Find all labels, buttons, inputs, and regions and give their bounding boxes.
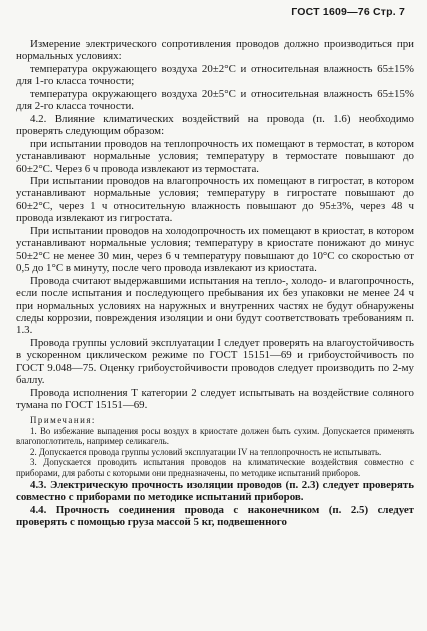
paragraph-group-i: Провода группы условий эксплуатации I следует проверять на влагоустойчивость в ускоренном циклическом режиме по ГОСТ 15151—69 и грибоустойчивость по ГОСТ 9.048—75. Оценку грибоустойчивости проводов следует производить по 2-му баллу. bbox=[16, 336, 414, 387]
notes-block bbox=[16, 415, 414, 478]
paragraph-4-4: 4.4. Прочность соединения провода с наконечником (п. 2.5) следует проверять с помощью груза массой 5 кг, подвешенного bbox=[16, 503, 414, 529]
paragraph-class2-conditions: температура окружающего воздуха 20±5°С и относительная влажность 65±15% для 2-го класса точности. bbox=[16, 87, 414, 113]
paragraph-heat-test: при испытании проводов на теплопрочность их помещают в термостат, в котором устанавливают нормальные условия; температуру в термостате повышают до 60±2°С. Через 6 ч провода извлекают из термостата. bbox=[16, 137, 414, 175]
page-number: Стр. 7 bbox=[372, 6, 405, 18]
paragraph-humidity-test: При испытании проводов на влагопрочность их помещают в гигростат, в котором устанавливают нормальные условия; температуру в гигростате повышают до 60±2°С, через 1 ч относительную влажность повышают до 95±3%, через 48 ч провода извлекают из гигростата. bbox=[16, 174, 414, 225]
paragraph-measurement-intro: Измерение электрического сопротивления проводов должно производиться при нормальных условиях: bbox=[16, 38, 414, 63]
paragraph-salt-fog: Провода исполнения Т категории 2 следует испытывать на воздействие соляного тумана по ГОСТ 15151—69. bbox=[16, 386, 414, 412]
note-item-2: 2. Допускается провода группы условий эксплуатации IV на теплопрочность не испытывать. bbox=[30, 446, 382, 457]
paragraph-4-2: 4.2. Влияние климатических воздействий на провода (п. 1.6) необходимо проверять следующим образом: bbox=[16, 112, 414, 138]
paragraph-cold-test: При испытании проводов на холодопрочность их помещают в криостат, в котором устанавливают нормальные условия; температуру в криостате понижают до минус 50±2°С не менее 30 мин, через 6 ч температуру повышают до 10°С со скоростью от 0,5 до 1°С в минуту, после чего провода извлекают из криостата. bbox=[16, 224, 414, 275]
note-item-1: 1. Во избежание выпадения росы воздух в криостате должен быть сухим. Допускается применять влагопоглотитель, например селикагель. bbox=[16, 426, 414, 447]
paragraph-class1-conditions: температура окружающего воздуха 20±2°С и относительная влажность 65±15% для 1-го класса точности; bbox=[16, 62, 414, 88]
standard-code: ГОСТ 1609—76 bbox=[291, 6, 370, 18]
paragraph-4-3: 4.3. Электрическую прочность изоляции проводов (п. 2.3) следует проверять совместно с приборами по методике испытаний приборов. bbox=[16, 479, 414, 504]
note-item-3: 3. Допускается проводить испытания проводов на климатические воздействия совместно с приборами, для работы с которыми они предназначены, по методике испытаний приборов. bbox=[16, 457, 414, 478]
page-header bbox=[291, 6, 405, 18]
paragraph-pass-criteria: Провода считают выдержавшими испытания на тепло-, холодо- и влагопрочность, если после испытания и последующего пребывания их без упаковки не менее 24 ч при нормальных условиях на наружных и внутренних частях не будут обнаружены следы коррозии, повреждения изоляции и они будут соответствовать требованиям п. 1.3. bbox=[16, 274, 414, 337]
document-body bbox=[16, 38, 414, 529]
notes-title: Примечания: bbox=[30, 414, 96, 425]
